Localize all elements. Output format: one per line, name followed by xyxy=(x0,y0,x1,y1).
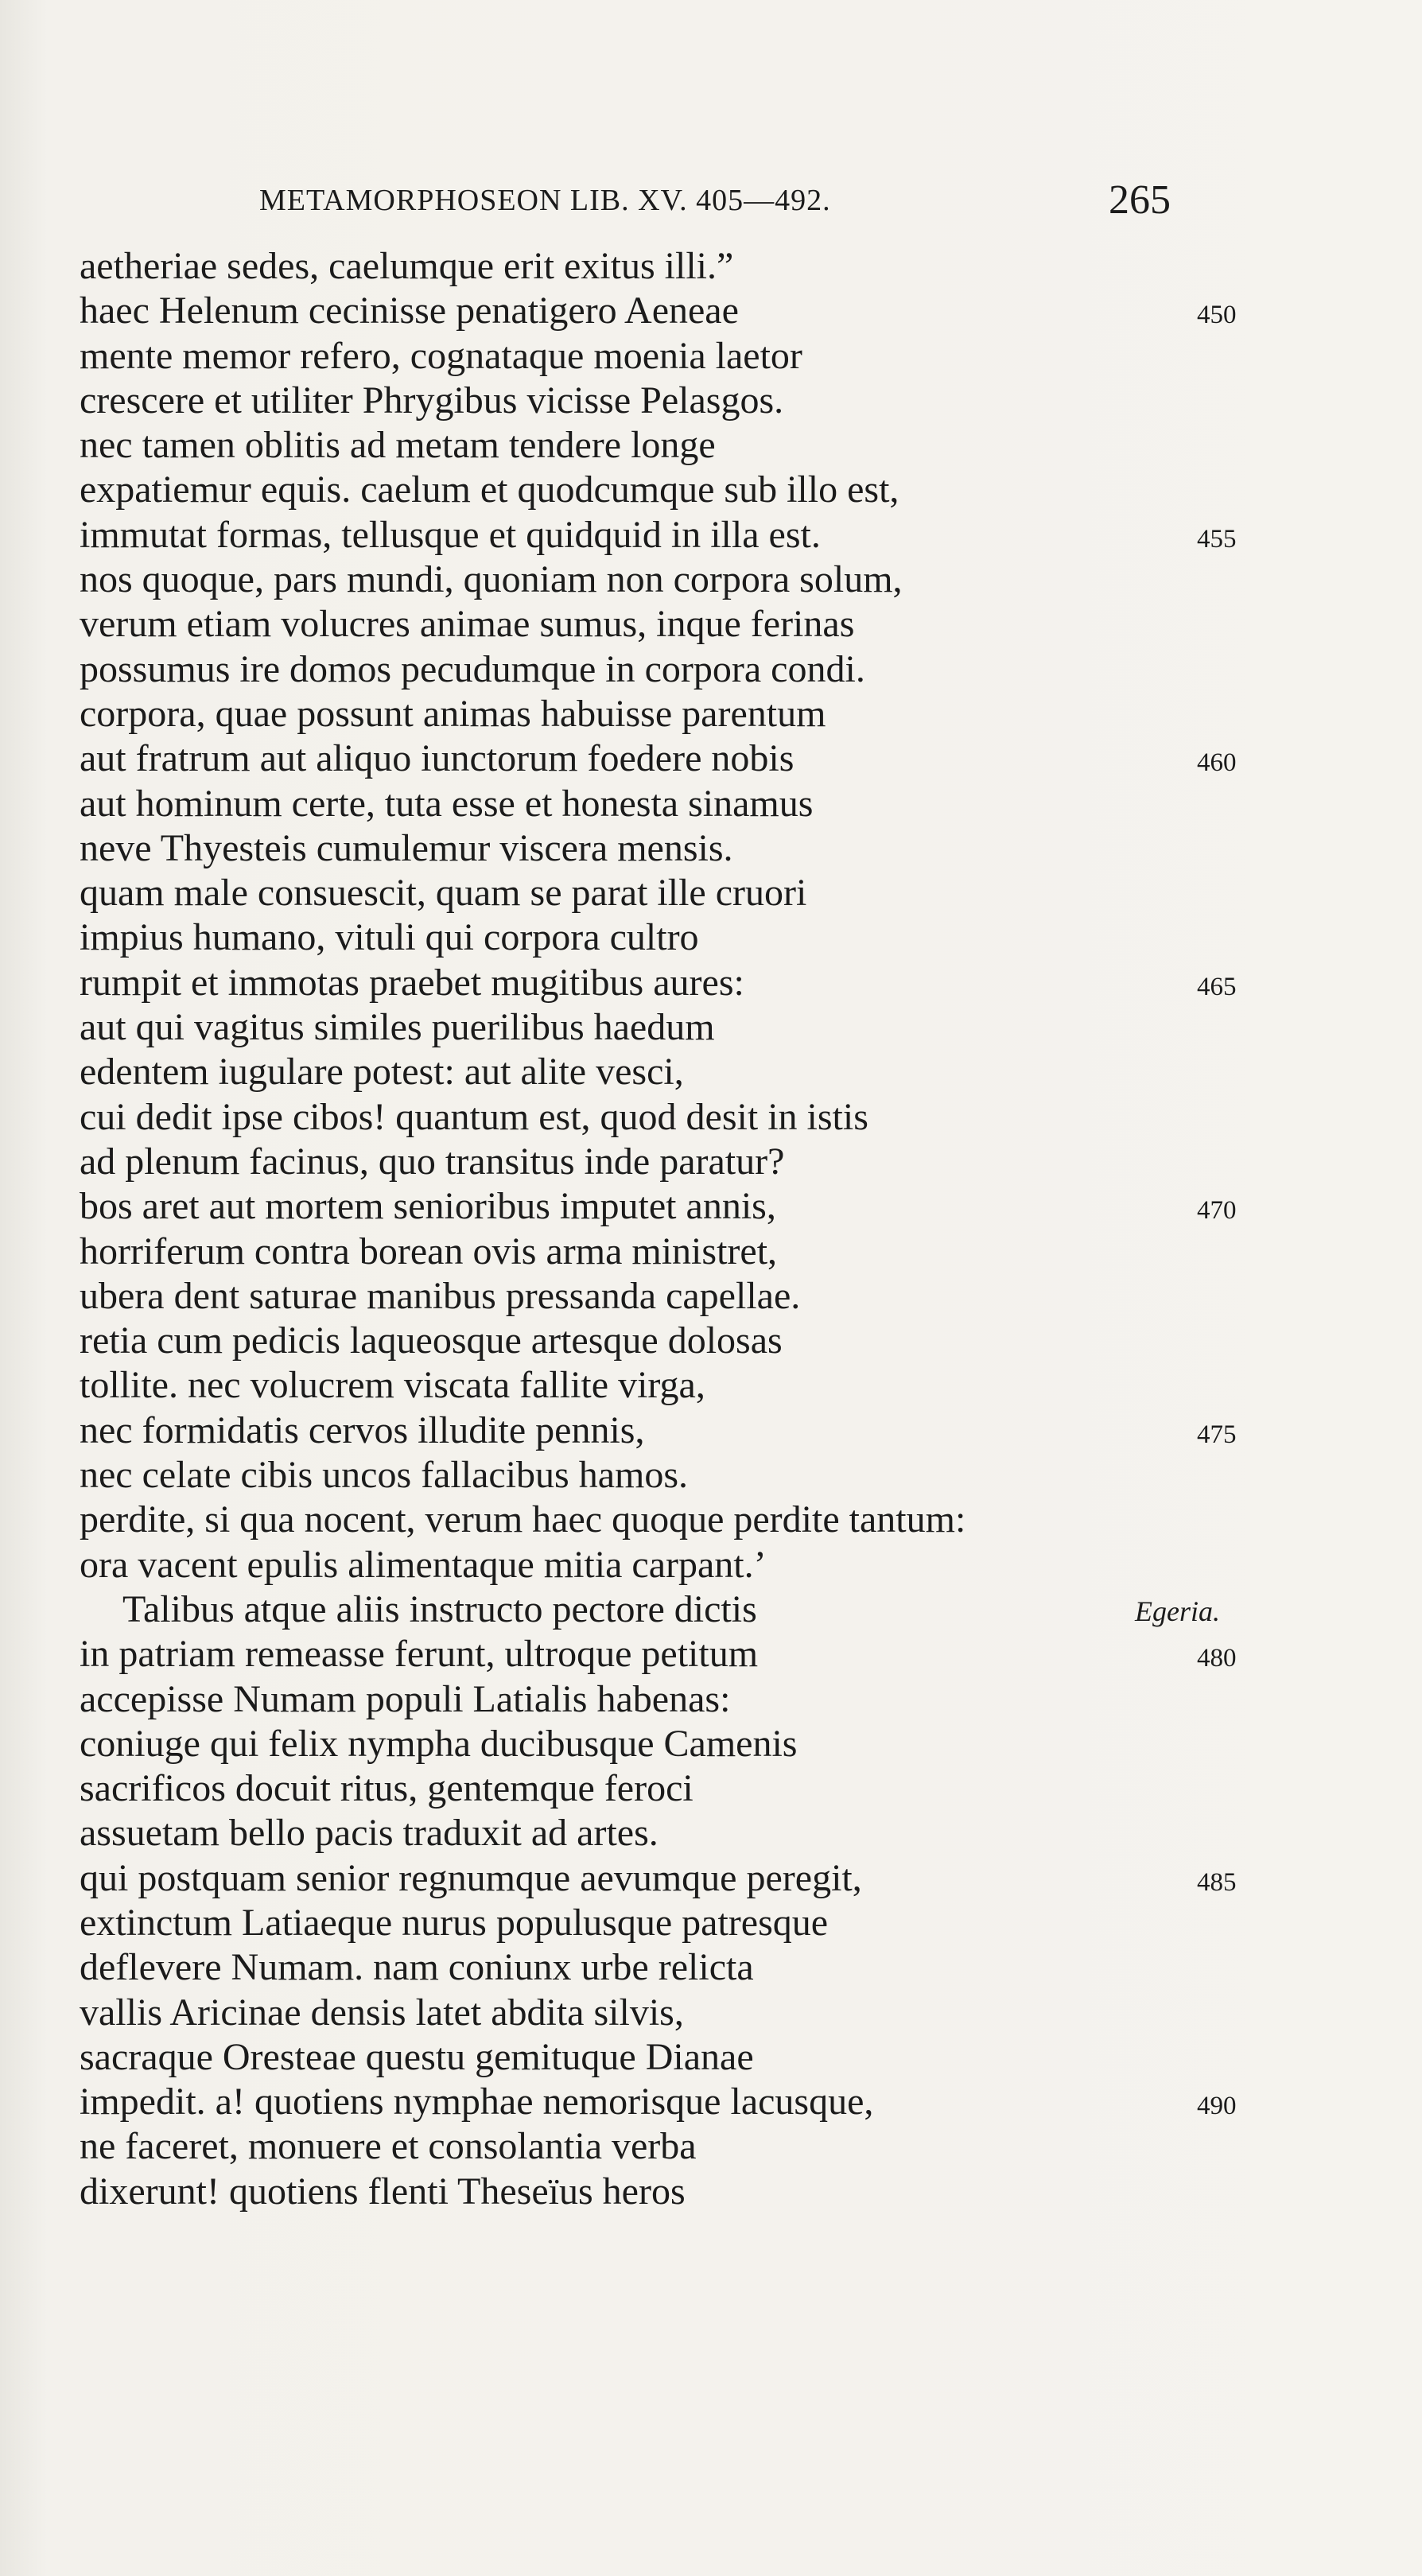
verse-line xyxy=(0,1229,1422,1273)
verse-text-line: extinctum Latiaeque nurus populusque patresque xyxy=(80,1901,829,1944)
verse-line xyxy=(0,1362,1422,1407)
verse-line xyxy=(0,1004,1422,1049)
verse-line xyxy=(0,1273,1422,1318)
verse-line xyxy=(0,1542,1422,1587)
verse-line xyxy=(0,2169,1422,2213)
verse-line xyxy=(0,1408,1422,1452)
verse-line xyxy=(0,288,1422,332)
verse-line xyxy=(0,2034,1422,2079)
verse-text-line: nos quoque, pars mundi, quoniam non corpora solum, xyxy=(80,558,903,601)
verse-text-line: ad plenum facinus, quo transitus inde paratur? xyxy=(80,1140,785,1183)
verse-text-line: aetheriae sedes, caelumque erit exitus illi.” xyxy=(80,245,734,287)
line-number: 465 xyxy=(1197,972,1237,1001)
verse-line xyxy=(0,960,1422,1004)
verse-line xyxy=(0,1183,1422,1228)
verse-text-line: coniuge qui felix nympha ducibusque Camenis xyxy=(80,1722,798,1765)
line-number: 485 xyxy=(1197,1867,1237,1897)
verse-line xyxy=(0,781,1422,826)
verse-text-line: verum etiam volucres animae sumus, inque ferinas xyxy=(80,603,855,646)
verse-text-line: ora vacent epulis alimentaque mitia carpant.’ xyxy=(80,1543,767,1586)
verse-line xyxy=(0,1990,1422,2034)
verse-line xyxy=(0,2123,1422,2168)
running-title: METAMORPHOSEON LIB. XV. 405—492. xyxy=(259,184,831,217)
verse-text-line: in patriam remeasse ferunt, ultroque petitum xyxy=(80,1633,759,1676)
verse-text-line: expatiemur equis. caelum et quodcumque sub illo est, xyxy=(80,468,899,511)
verse-text-line: Talibus atque aliis instructo pectore dictis xyxy=(122,1587,757,1630)
verse-text-line: aut fratrum aut aliquo iunctorum foedere nobis xyxy=(80,737,795,780)
verse-text-line: crescere et utiliter Phrygibus vicisse Pelasgos. xyxy=(80,379,784,422)
verse-line xyxy=(0,691,1422,736)
verse-text-line: edentem iugulare potest: aut alite vesci, xyxy=(80,1051,684,1094)
verse-line xyxy=(0,915,1422,959)
line-number: 490 xyxy=(1197,2092,1237,2121)
verse-line xyxy=(0,422,1422,467)
verse-line xyxy=(0,601,1422,646)
verse-line xyxy=(0,1318,1422,1362)
verse-text-line: accepisse Numam populi Latialis habenas: xyxy=(80,1677,731,1720)
line-number: 460 xyxy=(1197,748,1237,778)
verse-text-line: quam male consuescit, quam se parat ille cruori xyxy=(80,872,807,915)
verse-text-line: rumpit et immotas praebet mugitibus aures: xyxy=(80,961,744,1004)
verse-line xyxy=(0,1139,1422,1183)
verse-line xyxy=(0,1945,1422,1989)
verse-text-line: ne faceret, monuere et consolantia verba xyxy=(80,2125,697,2168)
verse-line xyxy=(0,736,1422,780)
marginal-note: Egeria. xyxy=(1135,1595,1220,1627)
verse-text-line: ubera dent saturae manibus pressanda capellae. xyxy=(80,1274,801,1317)
verse-text-line: impedit. a! quotiens nymphae nemorisque lacusque, xyxy=(80,2081,874,2123)
verse-text-line: aut qui vagitus similes puerilibus haedum xyxy=(80,1006,715,1049)
page-header xyxy=(0,177,1422,224)
verse-text-line: neve Thyesteis cumulemur viscera mensis. xyxy=(80,826,733,869)
verse-text-line: sacrificos docuit ritus, gentemque feroci xyxy=(80,1767,694,1810)
verse-text-line: impius humano, vituli qui corpora cultro xyxy=(80,916,699,959)
verse-text-line: bos aret aut mortem senioribus imputet annis, xyxy=(80,1185,776,1228)
verse-line xyxy=(0,1452,1422,1497)
verse-text-line: possumus ire domos pecudumque in corpora condi. xyxy=(80,647,865,690)
verse-text-line: aut hominum certe, tuta esse et honesta sinamus xyxy=(80,782,814,825)
verse-text-line: deflevere Numam. nam coniunx urbe relicta xyxy=(80,1946,754,1989)
verse-text-line: nec celate cibis uncos fallacibus hamos. xyxy=(80,1454,689,1497)
verse-line xyxy=(0,1677,1422,1721)
line-number: 455 xyxy=(1197,524,1237,554)
verse-text-line: assuetam bello pacis traduxit ad artes. xyxy=(80,1812,659,1855)
verse-line xyxy=(0,1587,1422,1631)
line-number: 450 xyxy=(1197,301,1237,330)
verse-line xyxy=(0,1094,1422,1139)
verse-text-line: haec Helenum cecinisse penatigero Aeneae xyxy=(80,289,739,332)
line-number: 475 xyxy=(1197,1420,1237,1449)
verse-line xyxy=(0,1497,1422,1541)
verse-text-line: nec formidatis cervos illudite pennis, xyxy=(80,1408,645,1451)
page-number: 265 xyxy=(1109,177,1171,223)
verse-text-line: qui postquam senior regnumque aevumque peregit, xyxy=(80,1856,862,1899)
verse-text-line: cui dedit ipse cibos! quantum est, quod desit in istis xyxy=(80,1095,868,1138)
verse-line xyxy=(0,333,1422,378)
verse-line xyxy=(0,1766,1422,1810)
verse-line xyxy=(0,1855,1422,1900)
line-number: 480 xyxy=(1197,1644,1237,1673)
verse-text-line: immutat formas, tellusque et quidquid in illa est. xyxy=(80,513,821,556)
verse-line xyxy=(0,2079,1422,2123)
line-number: 470 xyxy=(1197,1196,1237,1226)
verse-text-line: nec tamen oblitis ad metam tendere longe xyxy=(80,424,716,467)
verse-line xyxy=(0,557,1422,601)
verse-line xyxy=(0,826,1422,870)
verse-text-line: tollite. nec volucrem viscata fallite virga, xyxy=(80,1364,705,1407)
verse-text-line: mente memor refero, cognataque moenia laetor xyxy=(80,334,802,377)
verse-line xyxy=(0,1049,1422,1094)
verse-text-line: vallis Aricinae densis latet abdita silvis, xyxy=(80,1991,684,2034)
verse-line xyxy=(0,467,1422,511)
verse-text xyxy=(0,243,1422,2213)
verse-text-line: sacraque Oresteae questu gemituque Dianae xyxy=(80,2035,754,2078)
verse-line xyxy=(0,512,1422,557)
verse-line xyxy=(0,1721,1422,1766)
verse-line xyxy=(0,1810,1422,1855)
verse-line xyxy=(0,378,1422,422)
verse-text-line: perdite, si qua nocent, verum haec quoque perdite tantum: xyxy=(80,1498,966,1541)
verse-line xyxy=(0,1900,1422,1945)
verse-line xyxy=(0,1631,1422,1676)
verse-text-line: corpora, quae possunt animas habuisse parentum xyxy=(80,692,826,735)
verse-line xyxy=(0,870,1422,915)
verse-line xyxy=(0,243,1422,288)
verse-text-line: horriferum contra borean ovis arma ministret, xyxy=(80,1230,778,1272)
verse-text-line: retia cum pedicis laqueosque artesque dolosas xyxy=(80,1319,783,1362)
verse-text-line: dixerunt! quotiens flenti Theseïus heros xyxy=(80,2170,686,2213)
verse-line xyxy=(0,647,1422,691)
